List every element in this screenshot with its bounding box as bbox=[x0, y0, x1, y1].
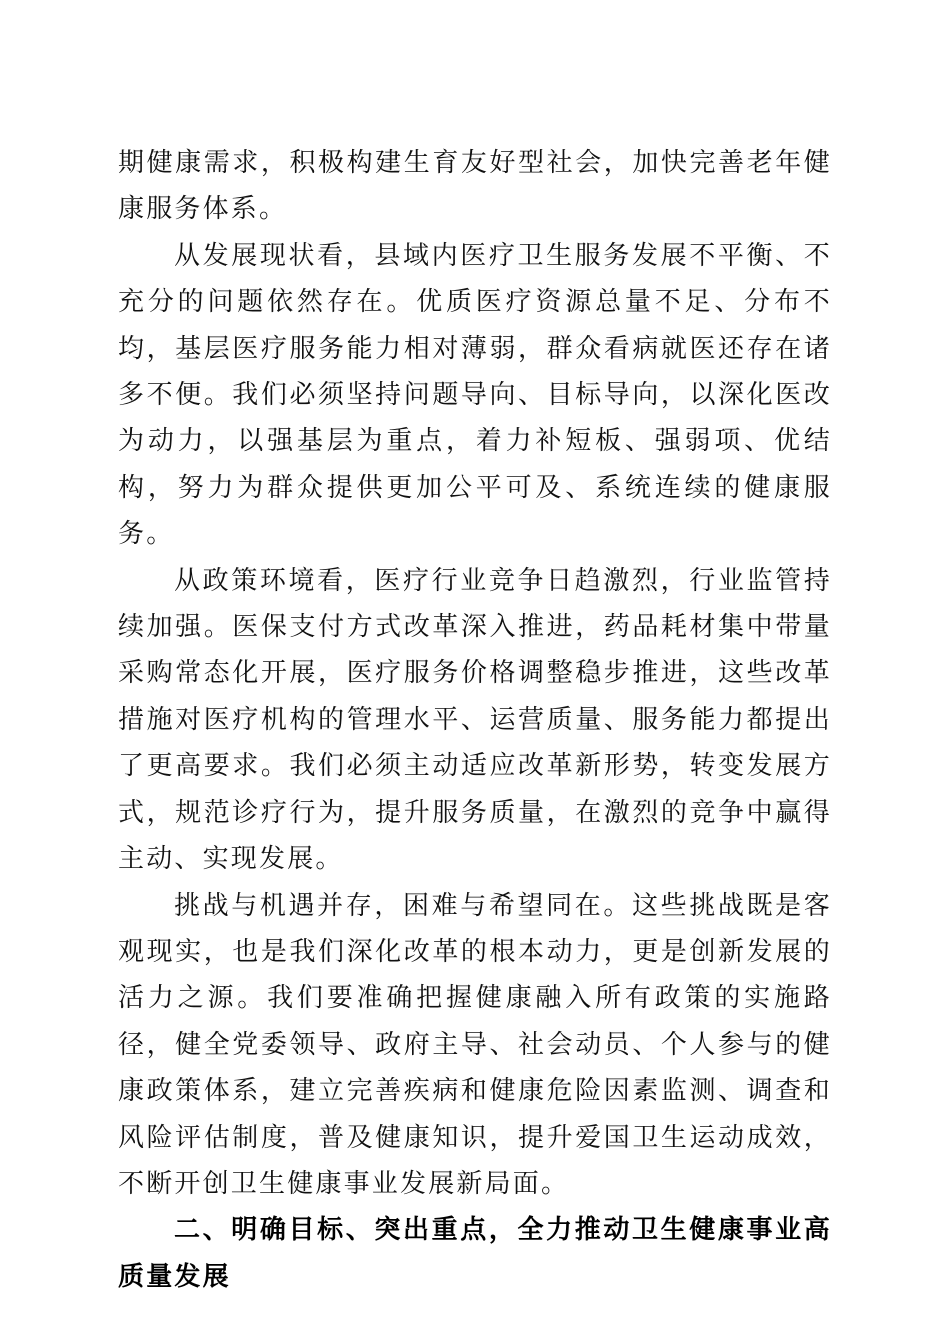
document-body bbox=[118, 140, 832, 1300]
paragraph-continuation: 期健康需求，积极构建生育友好型社会，加快完善老年健康服务体系。 bbox=[118, 148, 832, 225]
paragraph-policy-environment: 从政策环境看，医疗行业竞争日趋激烈，行业监管持续加强。医保支付方式改革深入推进，药品耗材集中带量采购常态化开展，医疗服务价格调整稳步推进，这些改革措施对医疗机构的管理水平、运营质量、服务能力都提出了更高要求。我们必须主动适应改革新形势，转变发展方式，规范诊疗行为，提升服务质量，在激烈的竞争中赢得主动、实现发展。 bbox=[118, 565, 832, 875]
section-heading: 二、明确目标、突出重点，全力推动卫生健康事业高质量发展 bbox=[118, 1215, 832, 1292]
paragraph-development-status: 从发展现状看，县域内医疗卫生服务发展不平衡、不充分的问题依然存在。优质医疗资源总量不足、分布不均，基层医疗服务能力相对薄弱，群众看病就医还存在诸多不便。我们必须坚持问题导向、目标导向，以深化医改为动力，以强基层为重点，着力补短板、强弱项、优结构，努力为群众提供更加公平可及、系统连续的健康服务。 bbox=[118, 240, 832, 550]
paragraph-challenges-opportunities: 挑战与机遇并存，困难与希望同在。这些挑战既是客观现实，也是我们深化改革的根本动力，更是创新发展的活力之源。我们要准确把握健康融入所有政策的实施路径，健全党委领导、政府主导、社会动员、个人参与的健康政策体系，建立完善疾病和健康危险因素监测、调查和风险评估制度，普及健康知识，提升爱国卫生运动成效，不断开创卫生健康事业发展新局面。 bbox=[118, 890, 832, 1199]
